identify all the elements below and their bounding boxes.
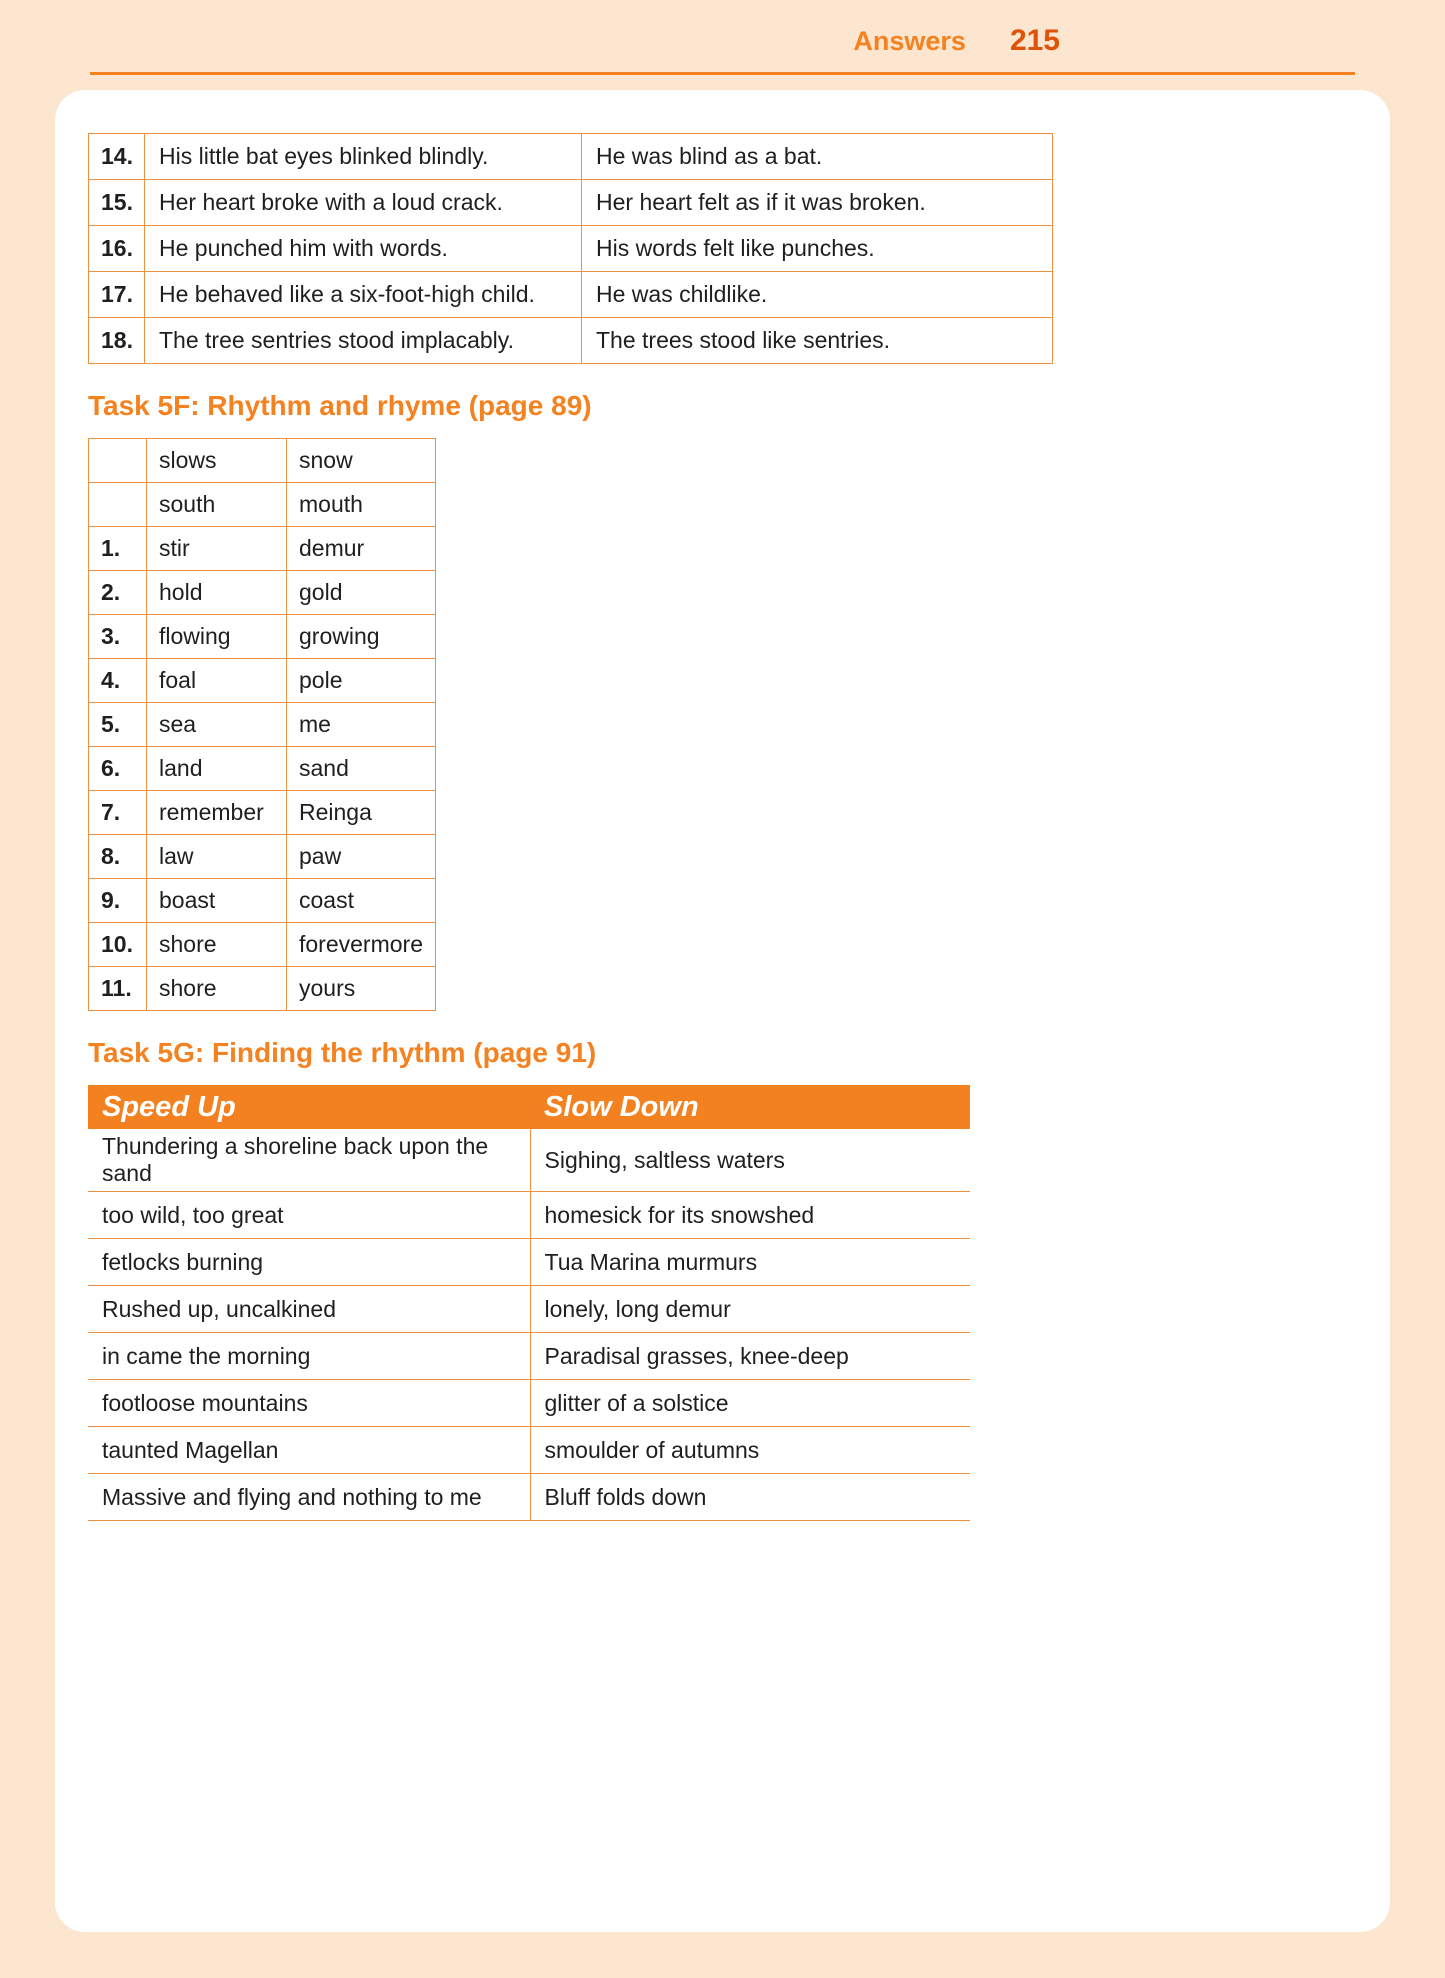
- rhyme-word-a-cell: stir: [147, 527, 287, 571]
- content-card: [55, 90, 1390, 1932]
- rhyme-word-a-cell: south: [147, 483, 287, 527]
- table-row: [88, 1474, 970, 1521]
- table-row: [88, 1192, 970, 1239]
- row-number: 2.: [89, 571, 147, 615]
- row-number: 17.: [89, 272, 145, 318]
- rhyme-word-b-cell: sand: [287, 747, 436, 791]
- task-5f-heading: Task 5F: Rhythm and rhyme (page 89): [88, 390, 592, 421]
- table-row: [89, 571, 436, 615]
- row-number: 15.: [89, 180, 145, 226]
- rhyme-word-a-cell: remember: [147, 791, 287, 835]
- slow-down-cell: Paradisal grasses, knee-deep: [530, 1333, 970, 1380]
- rhyme-word-b-cell: forevermore: [287, 923, 436, 967]
- speed-up-cell: Thundering a shoreline back upon the sand: [88, 1129, 530, 1192]
- table-row: [89, 659, 436, 703]
- slow-down-cell: lonely, long demur: [530, 1286, 970, 1333]
- row-number: 4.: [89, 659, 147, 703]
- row-number: 8.: [89, 835, 147, 879]
- row-number: 16.: [89, 226, 145, 272]
- table-row: [89, 879, 436, 923]
- table-row: [89, 318, 1053, 364]
- table-row: [88, 1129, 970, 1192]
- table-row: [89, 439, 436, 483]
- row-number: 18.: [89, 318, 145, 364]
- table-row: [89, 703, 436, 747]
- speed-up-cell: Rushed up, uncalkined: [88, 1286, 530, 1333]
- meaning-cell: He was blind as a bat.: [582, 134, 1053, 180]
- slow-down-cell: Sighing, saltless waters: [530, 1129, 970, 1192]
- meaning-cell: The trees stood like sentries.: [582, 318, 1053, 364]
- rhyme-word-b-cell: gold: [287, 571, 436, 615]
- speed-up-cell: fetlocks burning: [88, 1239, 530, 1286]
- meaning-cell: Her heart felt as if it was broken.: [582, 180, 1053, 226]
- table-row: [89, 923, 436, 967]
- rhythm-table: [88, 1085, 970, 1521]
- row-number: 5.: [89, 703, 147, 747]
- rhyme-word-a-cell: slows: [147, 439, 287, 483]
- speed-up-cell: taunted Magellan: [88, 1427, 530, 1474]
- rhyme-word-a-cell: hold: [147, 571, 287, 615]
- table-row: [88, 1239, 970, 1286]
- rhyme-word-b-cell: growing: [287, 615, 436, 659]
- meaning-cell: He was childlike.: [582, 272, 1053, 318]
- table-row: [89, 835, 436, 879]
- rhyme-word-b-cell: paw: [287, 835, 436, 879]
- row-number: 10.: [89, 923, 147, 967]
- metaphor-cell: Her heart broke with a loud crack.: [145, 180, 582, 226]
- speed-up-cell: Massive and flying and nothing to me: [88, 1474, 530, 1521]
- table-row: [88, 1333, 970, 1380]
- table-row: [89, 527, 436, 571]
- table-row: [88, 1380, 970, 1427]
- running-head: [90, 24, 1355, 75]
- rhyme-word-a-cell: flowing: [147, 615, 287, 659]
- rhyme-word-b-cell: mouth: [287, 483, 436, 527]
- speed-up-cell: footloose mountains: [88, 1380, 530, 1427]
- speed-up-cell: in came the morning: [88, 1333, 530, 1380]
- metaphor-cell: His little bat eyes blinked blindly.: [145, 134, 582, 180]
- rhyme-word-a-cell: law: [147, 835, 287, 879]
- slow-down-cell: Bluff folds down: [530, 1474, 970, 1521]
- metaphor-cell: The tree sentries stood implacably.: [145, 318, 582, 364]
- table-row: [89, 483, 436, 527]
- table-row: [89, 615, 436, 659]
- rhyme-word-a-cell: shore: [147, 967, 287, 1011]
- row-number: 7.: [89, 791, 147, 835]
- table-header-row: [88, 1085, 970, 1129]
- task-5g-heading: Task 5G: Finding the rhythm (page 91): [88, 1037, 597, 1068]
- row-number: 9.: [89, 879, 147, 923]
- table-row: [89, 791, 436, 835]
- rhyme-word-b-cell: coast: [287, 879, 436, 923]
- row-number: [89, 439, 147, 483]
- slow-down-cell: smoulder of autumns: [530, 1427, 970, 1474]
- rhyme-word-b-cell: snow: [287, 439, 436, 483]
- running-head-inner: [90, 24, 1355, 58]
- rhyme-word-b-cell: demur: [287, 527, 436, 571]
- table-row: [89, 226, 1053, 272]
- meaning-cell: His words felt like punches.: [582, 226, 1053, 272]
- speed-up-column-header: Speed Up: [88, 1085, 530, 1129]
- table-row: [89, 180, 1053, 226]
- table-row: [89, 272, 1053, 318]
- table-row: [89, 747, 436, 791]
- row-number: 11.: [89, 967, 147, 1011]
- metaphor-cell: He behaved like a six-foot-high child.: [145, 272, 582, 318]
- rhyme-word-a-cell: shore: [147, 923, 287, 967]
- row-number: 3.: [89, 615, 147, 659]
- row-number: [89, 483, 147, 527]
- slow-down-column-header: Slow Down: [530, 1085, 970, 1129]
- rhyme-word-a-cell: sea: [147, 703, 287, 747]
- rhyme-word-b-cell: me: [287, 703, 436, 747]
- row-number: 14.: [89, 134, 145, 180]
- rhyme-word-a-cell: boast: [147, 879, 287, 923]
- table-row: [89, 967, 436, 1011]
- slow-down-cell: homesick for its snowshed: [530, 1192, 970, 1239]
- rhyme-word-a-cell: foal: [147, 659, 287, 703]
- rhyme-word-a-cell: land: [147, 747, 287, 791]
- table-row: [89, 134, 1053, 180]
- metaphor-answers-table: [88, 133, 1053, 364]
- table-row: [88, 1286, 970, 1333]
- page-number: 215: [1009, 24, 1060, 57]
- rhyme-word-b-cell: pole: [287, 659, 436, 703]
- row-number: 1.: [89, 527, 147, 571]
- slow-down-cell: glitter of a solstice: [530, 1380, 970, 1427]
- rhyme-pairs-table: [88, 438, 436, 1011]
- speed-up-cell: too wild, too great: [88, 1192, 530, 1239]
- rhyme-word-b-cell: Reinga: [287, 791, 436, 835]
- slow-down-cell: Tua Marina murmurs: [530, 1239, 970, 1286]
- rhyme-word-b-cell: yours: [287, 967, 436, 1011]
- running-head-label: Answers: [853, 26, 966, 56]
- table-row: [88, 1427, 970, 1474]
- metaphor-cell: He punched him with words.: [145, 226, 582, 272]
- row-number: 6.: [89, 747, 147, 791]
